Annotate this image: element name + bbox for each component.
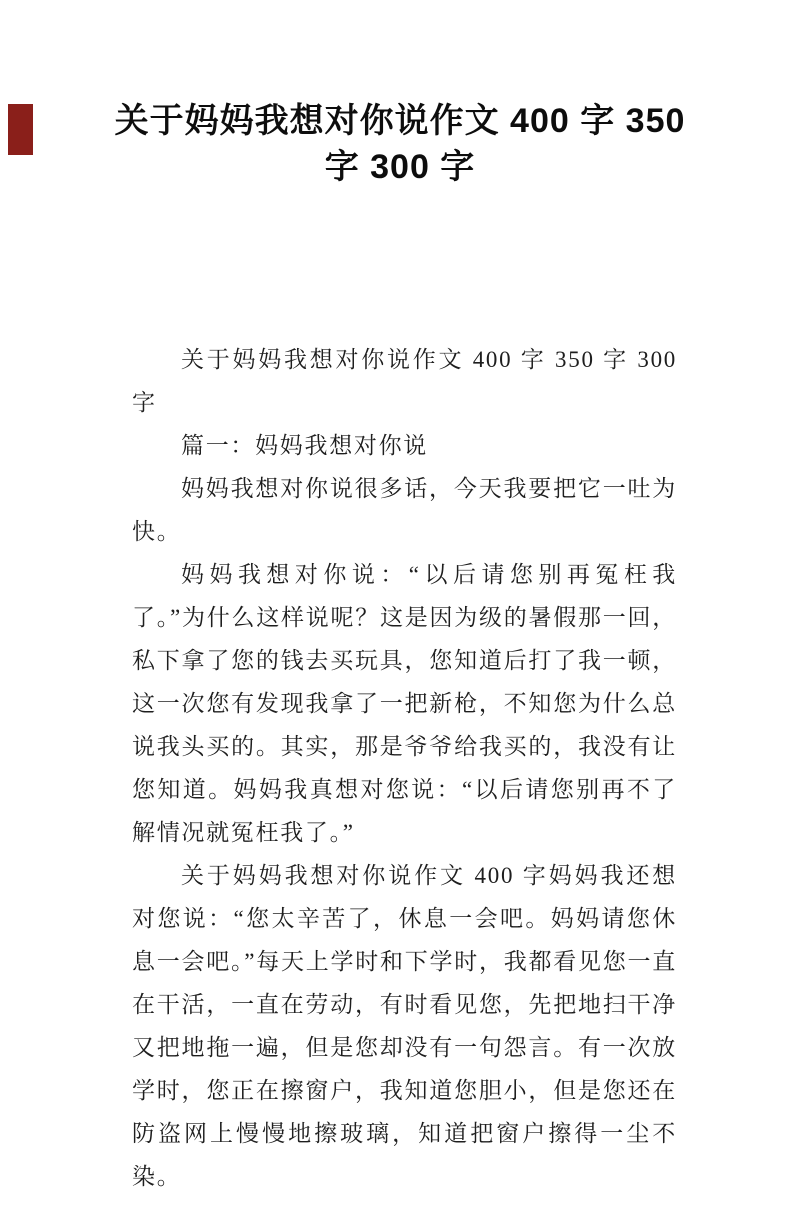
corner-accent-bar <box>8 104 33 155</box>
page-title-line-2: 字 300 字 <box>324 148 476 186</box>
page-title-line-1: 关于妈妈我想对你说作文 400 字 350 <box>114 102 686 140</box>
body-paragraph: 妈妈我想对你说很多话，今天我要把它一吐为快。 <box>132 476 677 544</box>
body-paragraph: 篇一：妈妈我想对你说 <box>181 433 428 458</box>
document-page <box>0 98 800 1230</box>
body-paragraph: 妈妈我想对你说：“以后请您别再冤枉我了。”为什么这样说呢？这是因为级的暑假那一回，私下拿了您的钱去买玩具，您知道后打了我一顿，这一次您有发现我拿了一把新枪，不知您为什么总说我头买的。其实，那是爷爷给我买的，我没有让您知道。妈妈我真想对您说：“以后请您别再不了解情况就冤枉我了。” <box>132 562 677 845</box>
document-body <box>132 338 677 1198</box>
body-paragraph: 关于妈妈我想对你说作文 400 字妈妈我还想对您说：“您太辛苦了，休息一会吧。妈妈请您休息一会吧。”每天上学时和下学时，我都看见您一直在干活，一直在劳动，有时看见您，先把地扫干净又把地拖一遍，但是您却没有一句怨言。有一次放学时，您正在擦窗户，我知道您胆小，但是您还在防盗网上慢慢地擦玻璃，知道把窗户擦得一尘不染。 <box>132 863 677 1189</box>
body-paragraph: 关于妈妈我想对你说作文 400 字 350 字 300 字 <box>132 347 677 415</box>
page-title <box>90 98 710 190</box>
